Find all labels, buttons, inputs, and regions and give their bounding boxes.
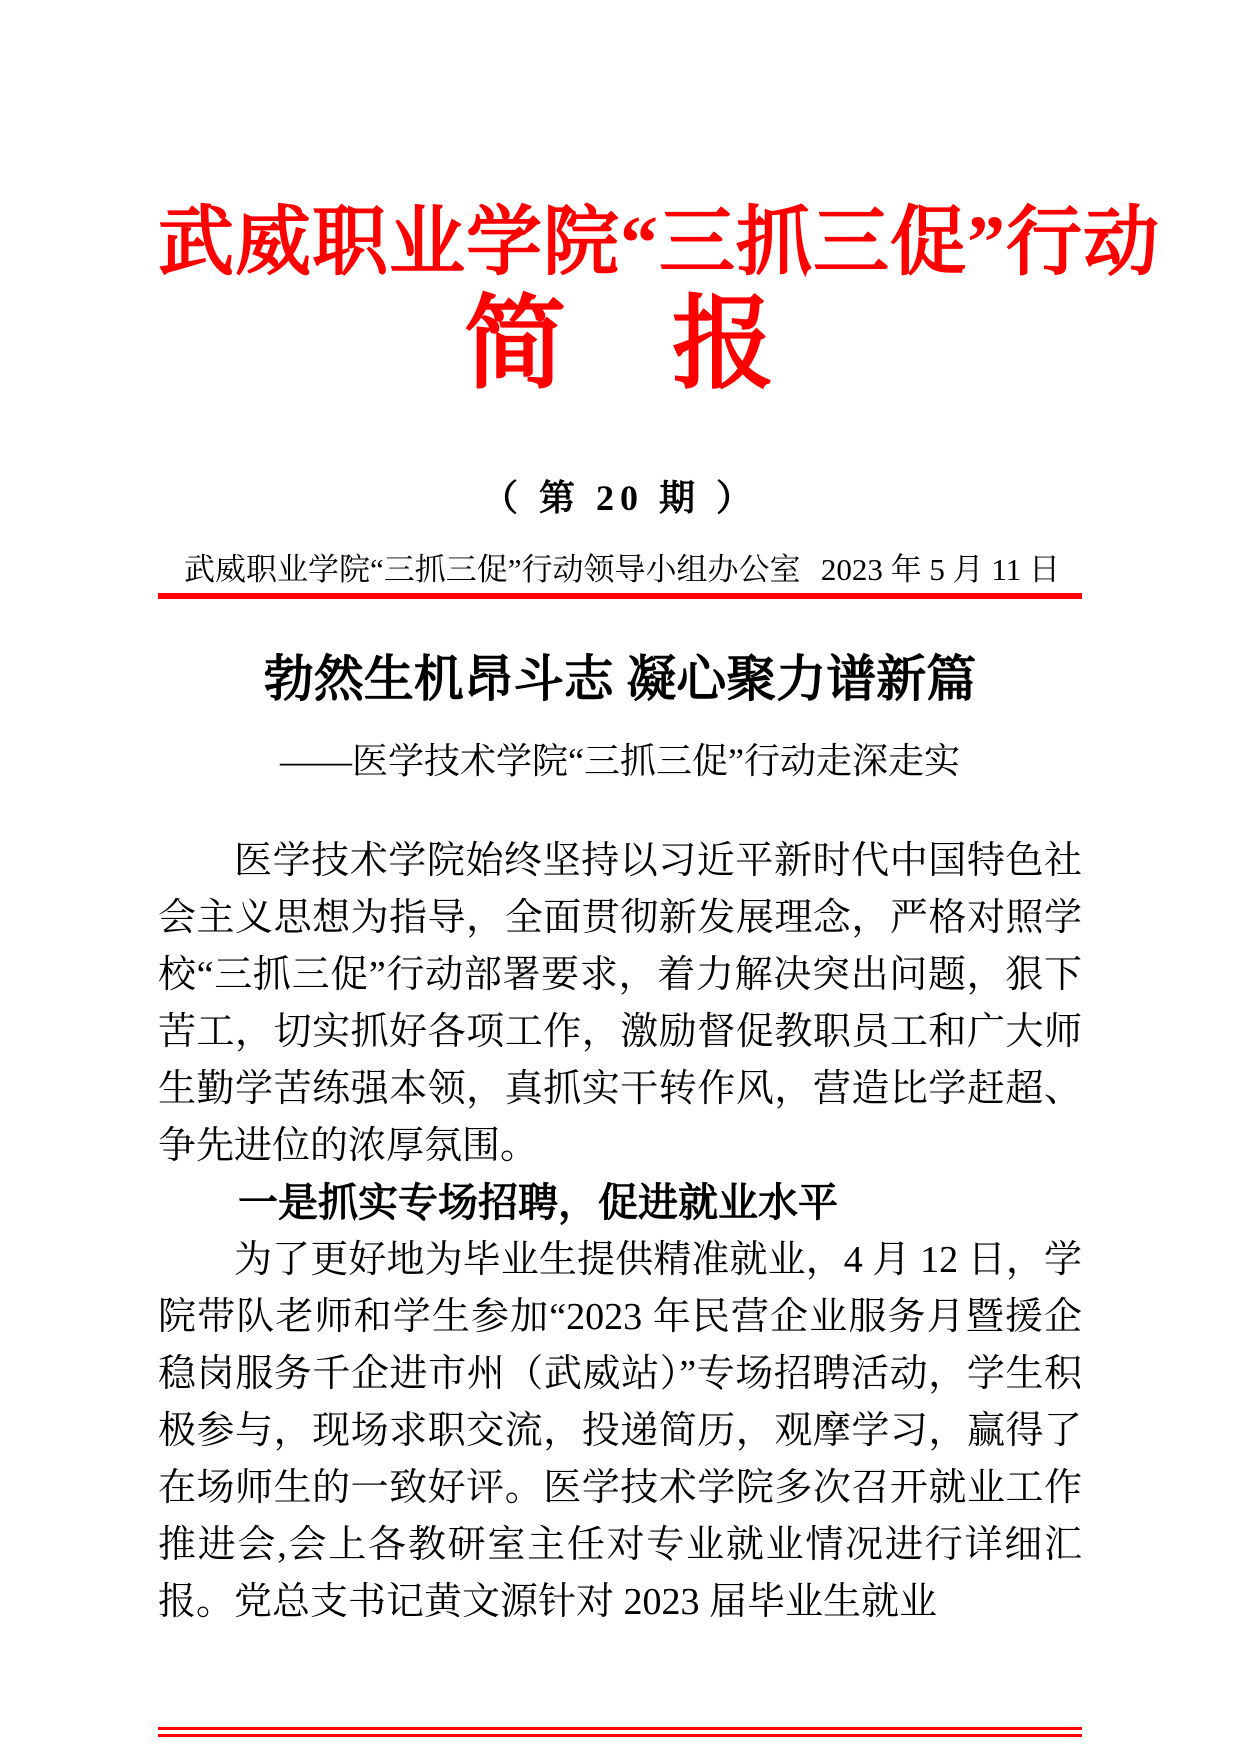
footer-double-red-rule bbox=[158, 1727, 1082, 1737]
article-headline: 勃然生机昂斗志 凝心聚力谱新篇 bbox=[263, 651, 977, 708]
header-red-rule bbox=[158, 593, 1082, 599]
info-bar bbox=[158, 550, 1082, 590]
masthead-bulletin-word: 简 报 bbox=[464, 289, 776, 402]
issuing-office: 武威职业学院“三抓三促”行动领导小组办公室 bbox=[184, 552, 801, 588]
article-paragraph-2: 为了更好地为毕业生提供精准就业，4 月 12 日，学院带队老师和学生参加“2023 年民营企业服务月暨援企稳岗服务千企进市州（武威站）”专场招聘活动，学生积极参与，现场求职交流，投递简历，观摩学习，赢得了在场师生的一致好评。医学技术学院多次召开就业工作推进会,会上各教研室主任对专业就业情况进行详细汇报。党总支书记黄文源针对 2023 届毕业生就业 bbox=[158, 1238, 1082, 1623]
article-paragraph-1: 医学技术学院始终坚持以习近平新时代中国特色社会主义思想为指导，全面贯彻新发展理念，严格对照学校“三抓三促”行动部署要求，着力解决突出问题，狠下苦工，切实抓好各项工作，激励督促教职员工和广大师生勤学苦练强本领，真抓实干转作风，营造比学赶超、争先进位的浓厚氛围。 bbox=[158, 839, 1082, 1167]
issue-number: （ 第 20 期 ） bbox=[481, 478, 758, 518]
bulletin-content bbox=[158, 0, 1160, 1737]
issue-date: 2023 年 5 月 11 日 bbox=[820, 552, 1060, 588]
masthead-title: 武威职业学院“三抓三促”行动 bbox=[158, 201, 1160, 285]
section-heading-1: 一是抓实专场招聘，促进就业水平 bbox=[238, 1180, 838, 1225]
article-subtitle: ——医学技术学院“三抓三促”行动走深走实 bbox=[280, 740, 960, 781]
